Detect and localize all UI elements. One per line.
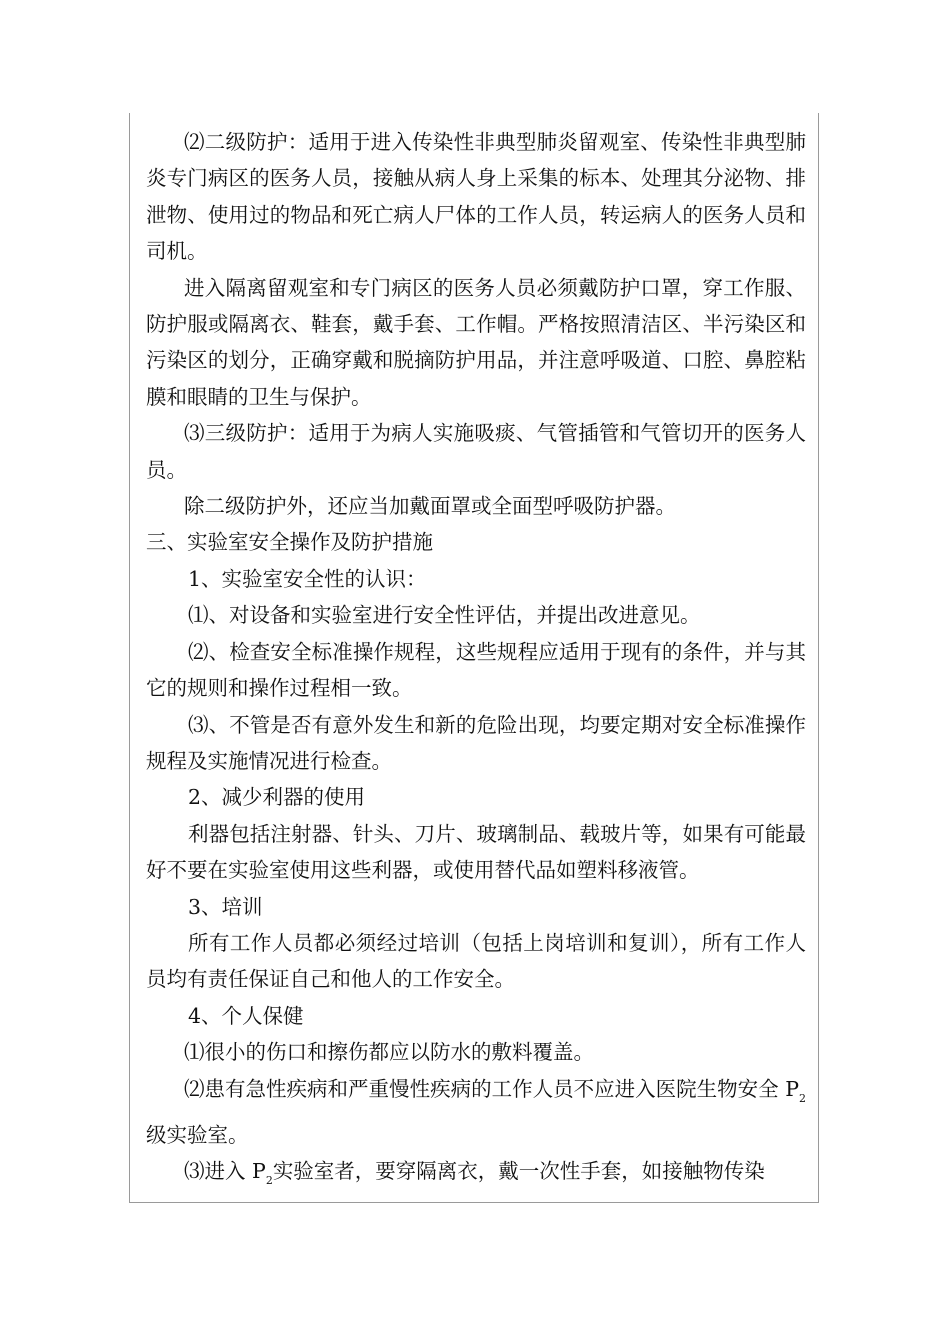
- list-item-wounds: ⑴很小的伤口和擦伤都应以防水的敷料覆盖。: [184, 1040, 594, 1065]
- subheading-personal-health: 4、个人保健: [188, 1003, 304, 1028]
- list-item-illness: ⑵患有急性疾病和严重慢性疾病的工作人员不应进入医院生物安全 $P_2$级实验室。: [146, 1076, 806, 1147]
- document-body: [146, 124, 806, 1200]
- paragraph-secondary-protection: ⑵二级防护：适用于进入传染性非典型肺炎留观室、传染性非典型肺炎专门病区的医务人员，接触从病人身上采集的标本、处理其分泌物、排泄物、使用过的物品和死亡病人尸体的工作人员，转运病人的医务人员和司机。: [146, 130, 806, 264]
- section-heading-lab-safety: 三、实验室安全操作及防护措施: [146, 530, 433, 555]
- paragraph-training: 所有工作人员都必须经过培训（包括上岗培训和复训），所有工作人员均有责任保证自己和他人的工作安全。: [146, 930, 806, 992]
- list-item-p2-entry: ⑶进入 $P_2$实验室者，要穿隔离衣，戴一次性手套，如接触物传染: [184, 1159, 765, 1188]
- paragraph-tertiary-protection: ⑶三级防护：适用于为病人实施吸痰、气管插管和气管切开的医务人员。: [146, 421, 806, 482]
- paragraph-tertiary-extra: 除二级防护外，还应当加戴面罩或全面型呼吸防护器。: [184, 494, 676, 519]
- subheading-training: 3、培训: [188, 894, 263, 919]
- paragraph-sharps: 利器包括注射器、针头、刀片、玻璃制品、载玻片等，如果有可能最好不要在实验室使用这些利器，或使用替代品如塑料移液管。: [146, 821, 806, 883]
- list-item-periodic-review: ⑶、不管是否有意外发生和新的危险出现，均要定期对安全标准操作规程及实施情况进行检查。: [146, 712, 806, 773]
- paragraph-isolation-requirements: 进入隔离留观室和专门病区的医务人员必须戴防护口罩，穿工作服、防护服或隔离衣、鞋套，戴手套、工作帽。严格按照清洁区、半污染区和污染区的划分，正确穿戴和脱摘防护用品，并注意呼吸道、口腔、鼻腔粘膜和眼睛的卫生与保护。: [146, 275, 806, 409]
- subheading-safety-awareness: 1、实验室安全性的认识：: [188, 566, 427, 591]
- list-item-sop-check: ⑵、检查安全标准操作规程，这些规程应适用于现有的条件，并与其它的规则和操作过程相一致。: [146, 639, 806, 701]
- subheading-reduce-sharps: 2、减少利器的使用: [188, 785, 366, 810]
- list-item-assessment: ⑴、对设备和实验室进行安全性评估，并提出改进意见。: [188, 603, 701, 628]
